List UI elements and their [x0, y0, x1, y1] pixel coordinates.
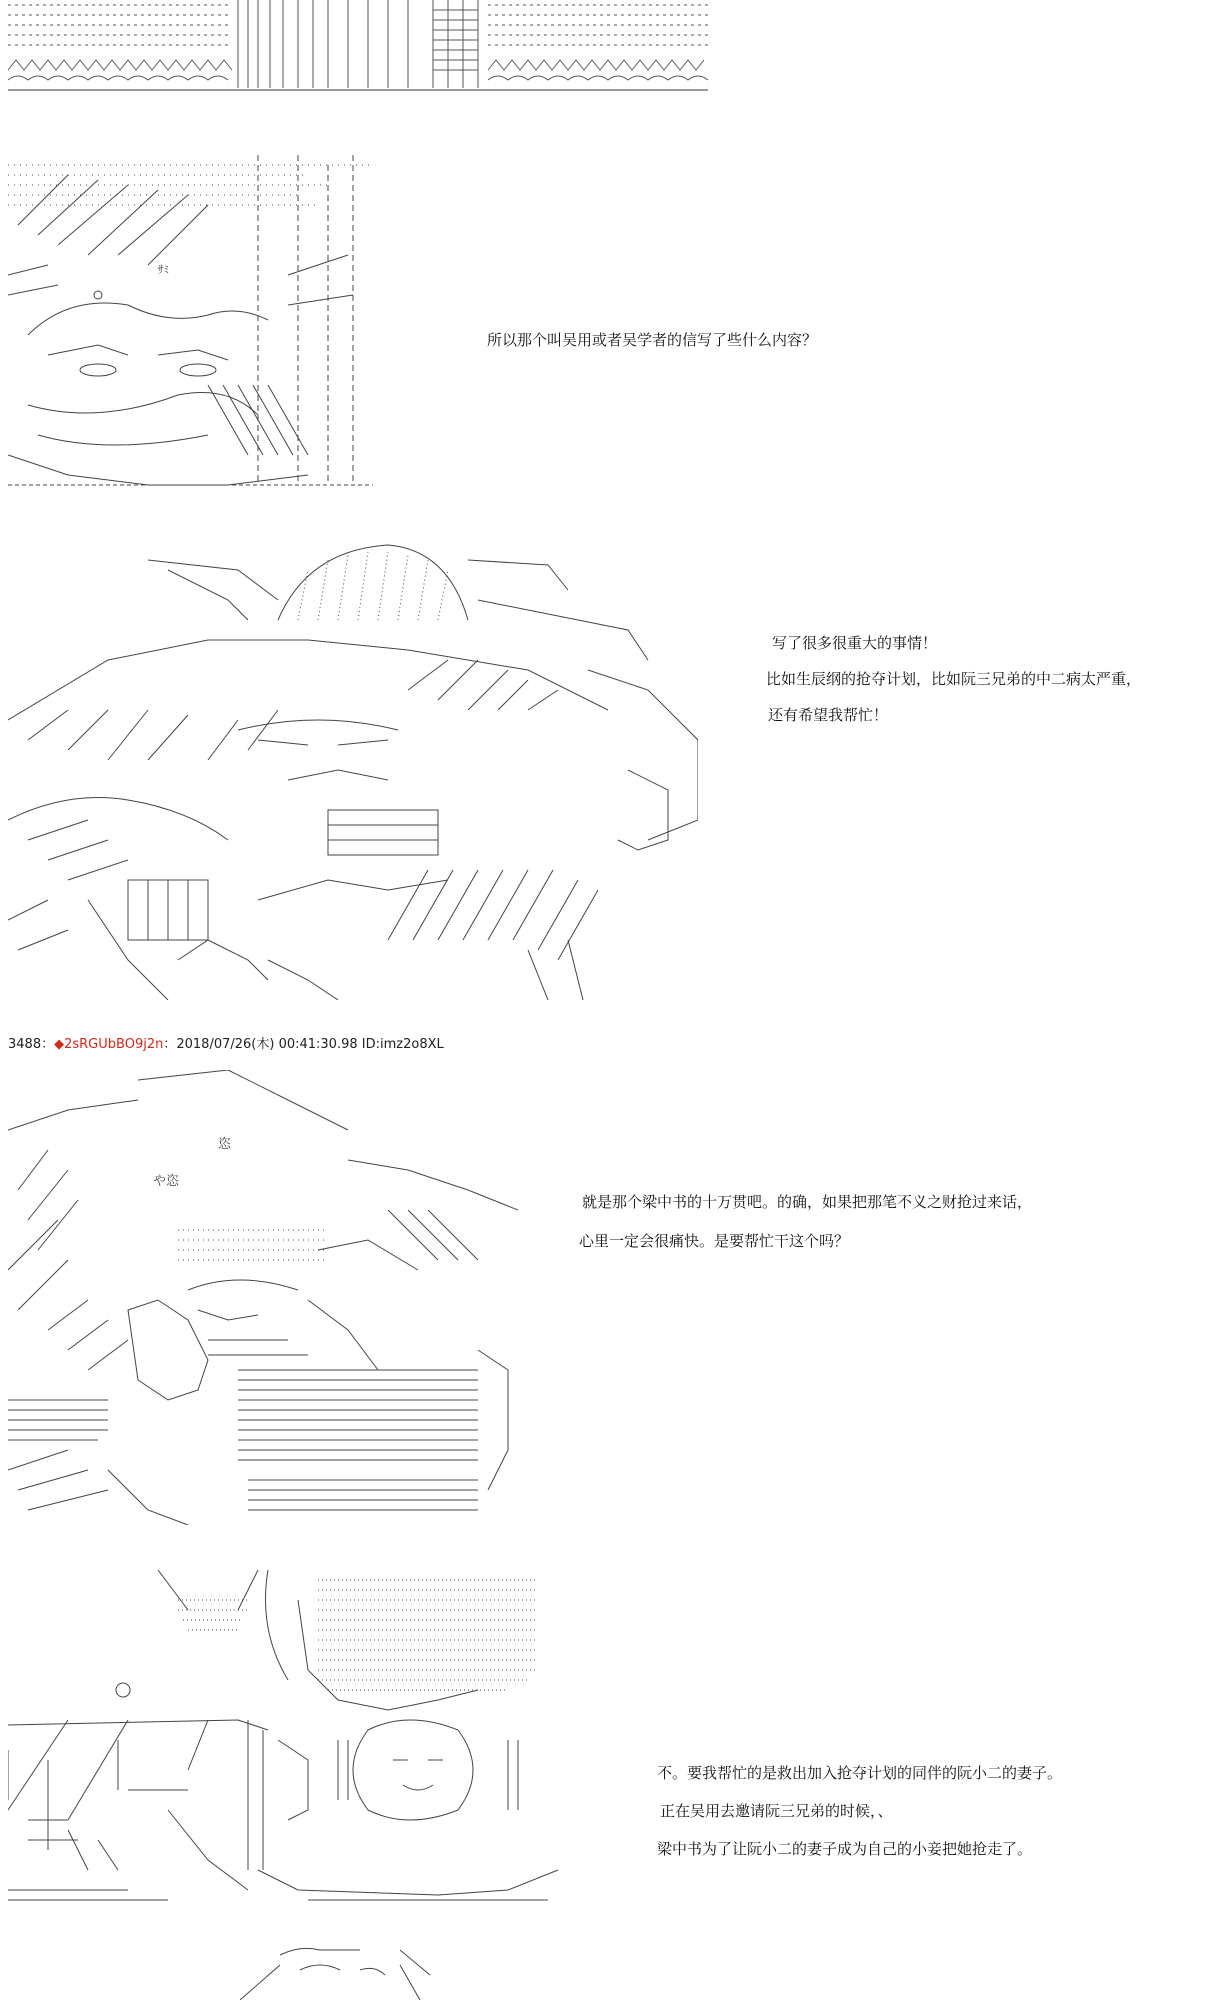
dialogue-line: 比如生辰纲的抢夺计划，比如阮三兄弟的中二病太严重， — [766, 670, 1142, 688]
dialogue-line: 正在吴用去邀请阮三兄弟的时候，、 — [660, 1802, 893, 1820]
dialogue-line: 不。要我帮忙的是救出加入抢夺计划的同伴的阮小二的妻子。 — [657, 1764, 1063, 1782]
post-separator: ： — [41, 1037, 55, 1052]
post-number: 3488 — [8, 1037, 42, 1052]
dialogue-panel-3 — [766, 634, 1142, 724]
dialogue-panel-5 — [657, 1766, 1062, 1857]
art2-kanji: ｻﾐ — [158, 263, 169, 276]
ascii-art-panel-4 — [8, 1070, 518, 1525]
ascii-art-top-strip-drawing — [8, 0, 708, 95]
ascii-art-panel-3-drawing — [8, 540, 698, 1000]
dialogue-panel-2 — [487, 333, 817, 348]
dialogue-line: 还有希望我帮忙！ — [768, 706, 889, 724]
ascii-art-panel-2-drawing — [8, 155, 373, 495]
dialogue-panel-4 — [579, 1193, 1033, 1250]
ascii-art-panel-3 — [8, 540, 698, 1000]
ascii-art-panel-5 — [8, 1570, 568, 1910]
dialogue-line: 所以那个叫吴用或者吴学者的信写了些什么内容？ — [487, 331, 818, 349]
post-header — [8, 1033, 444, 1052]
post-datetime: 2018/07/26(木) 00:41:30.98 — [176, 1037, 358, 1052]
ascii-art-panel-4-drawing — [8, 1070, 518, 1525]
ascii-art-panel-5-drawing — [8, 1570, 568, 1910]
dialogue-line: 心里一定会很痛快。是要帮忙干这个吗？ — [579, 1232, 850, 1250]
art4-kanji: 恣 — [218, 1137, 232, 1152]
dialogue-line: 就是那个梁中书的十万贯吧。的确，如果把那笔不义之财抢过来话， — [582, 1193, 1033, 1211]
ascii-art-top-strip — [8, 0, 708, 95]
post-id: ID:imz2o8XL — [361, 1037, 444, 1052]
ascii-art-bottom-partial — [220, 1945, 450, 2000]
art4-kanji2: や恣 — [153, 1174, 180, 1189]
ascii-art-bottom-partial-drawing — [220, 1945, 450, 2000]
post-trip[interactable]: ◆2sRGUbBO9j2n — [54, 1037, 164, 1052]
dialogue-line: 梁中书为了让阮小二的妻子成为自己的小妾把她抢走了。 — [657, 1840, 1033, 1858]
dialogue-line: 写了很多很重大的事情！ — [772, 634, 938, 652]
post-date-separator: ： — [163, 1037, 177, 1052]
ascii-art-panel-2 — [8, 155, 373, 495]
